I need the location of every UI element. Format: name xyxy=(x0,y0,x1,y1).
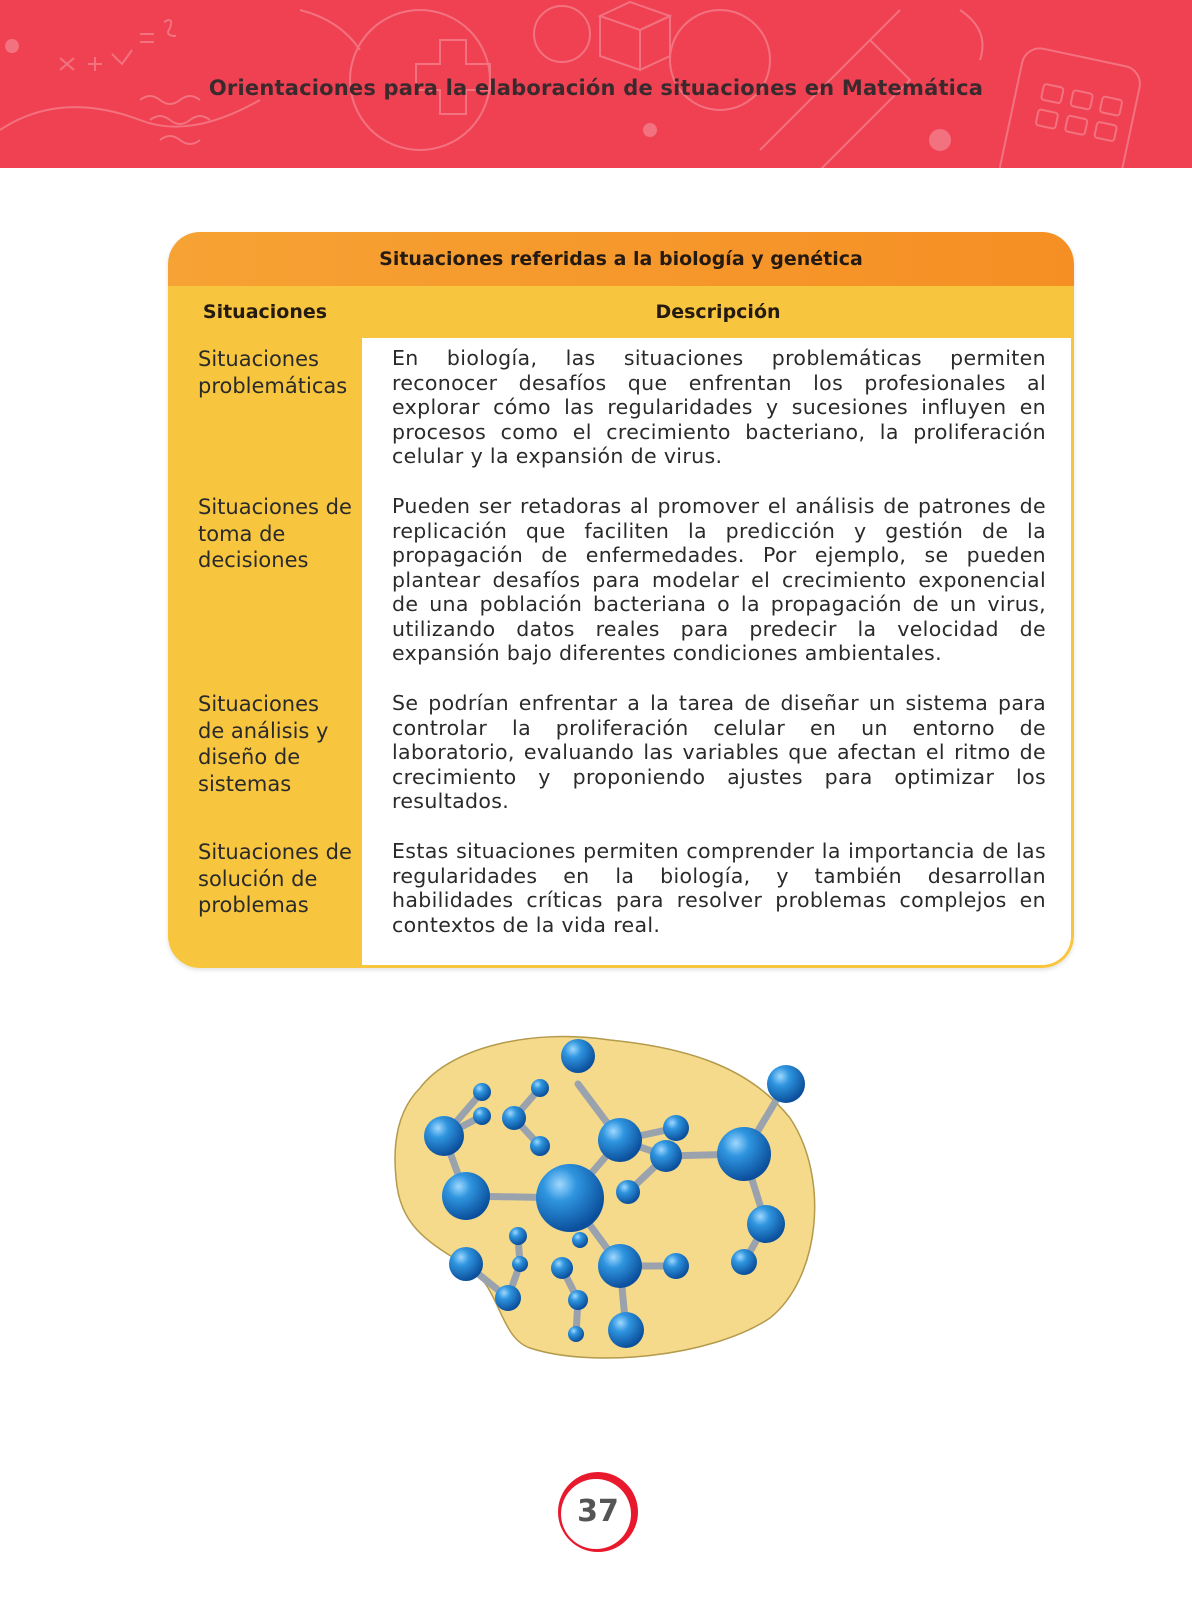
situation-description: Se podrían enfrentar a la tarea de diseñar un sistema para controlar la proliferación celular en un entorno de laboratorio, evaluando las variables que afectan el ritmo de crecimiento y proponiendo ajustes para optimizar los resultados. xyxy=(392,691,1046,813)
biology-situations-table xyxy=(168,232,1074,968)
page-number-badge xyxy=(556,1470,640,1554)
situation-label: Situaciones problemáticas xyxy=(198,347,348,398)
situation-label: Situaciones de solución de problemas xyxy=(198,840,352,917)
column-header-row xyxy=(168,286,1074,338)
situation-label: Situaciones de análisis y diseño de sistemas xyxy=(198,692,329,796)
situation-description: Estas situaciones permiten comprender la importancia de las regularidades en la biología, y también desarrollan habilidades críticas para resolver problemas complejos en contextos de la vida real. xyxy=(392,839,1046,937)
column-header-situaciones: Situaciones xyxy=(202,301,328,323)
page-number: 37 xyxy=(577,1494,619,1529)
page-header xyxy=(0,0,1192,168)
situation-description: En biología, las situaciones problemáticas permiten reconocer desafíos que enfrentan los profesionales al explorar cómo las regularidades y sucesiones influyen en procesos como el crecimiento bacteriano, la proliferación celular y la expansión de virus. xyxy=(392,346,1046,468)
table-title: Situaciones referidas a la biología y genética xyxy=(168,232,1074,286)
situation-label: Situaciones de toma de decisiones xyxy=(198,495,352,572)
column-header-descripcion: Descripción xyxy=(655,301,781,323)
molecule-illustration xyxy=(390,1028,830,1368)
header-title: Orientaciones para la elaboración de situaciones en Matemática xyxy=(208,76,984,100)
situation-description: Pueden ser retadoras al promover el análisis de patrones de replicación que faciliten la predicción y gestión de la propagación de enfermedades. Por ejemplo, se pueden plantear desafíos para modelar el crecimiento exponencial de una población bacteriana o la propagación de un virus, utilizando datos reales para predecir la velocidad de expansión bajo diferentes condiciones ambientales. xyxy=(392,494,1046,665)
